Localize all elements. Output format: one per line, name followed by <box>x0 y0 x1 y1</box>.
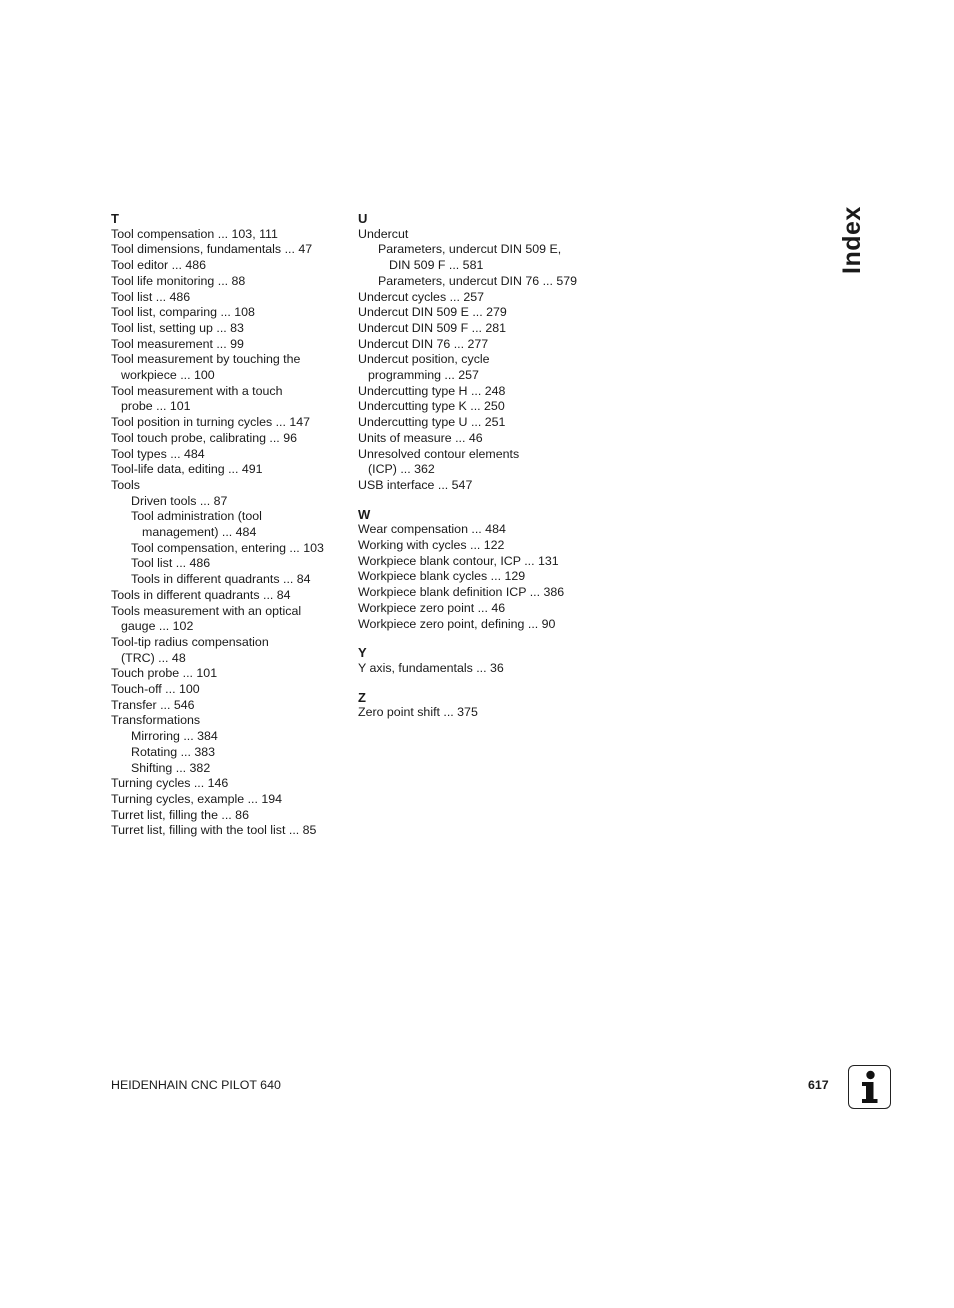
index-entry: workpiece ... 100 <box>121 368 215 383</box>
index-entry: Tool life monitoring ... 88 <box>111 273 246 288</box>
index-entry: Tools measurement with an optical <box>111 603 302 618</box>
index-entry: Turning cycles, example ... 194 <box>111 792 283 806</box>
index-entry: Undercut DIN 509 F ... 281 <box>358 320 507 335</box>
index-entry: Transfer ... 546 <box>111 697 195 712</box>
index-entry: DIN 509 F ... 581 <box>389 258 484 273</box>
index-entry: Tool-life data, editing ... 491 <box>111 462 263 477</box>
index-entry: Workpiece blank cycles ... 129 <box>358 569 526 584</box>
index-entry: Rotating ... 383 <box>131 744 216 759</box>
section-letter: U <box>358 211 368 226</box>
right-section-z <box>358 690 598 721</box>
index-entry: Tool measurement with a touch <box>111 383 283 398</box>
footer-manual-title: HEIDENHAIN CNC PILOT 640 <box>111 1078 281 1092</box>
index-entry: Tool types ... 484 <box>111 446 205 461</box>
section-letter: Z <box>358 689 366 705</box>
index-entry: Undercut DIN 76 ... 277 <box>358 336 489 351</box>
index-entry: Shifting ... 382 <box>131 760 211 775</box>
right-section-w <box>358 507 598 633</box>
index-entry: Parameters, undercut DIN 76 ... 579 <box>378 273 578 288</box>
index-column-left <box>111 211 351 839</box>
index-entry: Unresolved contour elements <box>358 446 520 461</box>
right-section-y <box>358 645 598 676</box>
index-entry: Wear compensation ... 484 <box>358 522 506 537</box>
index-entry: Touch probe ... 101 <box>111 666 218 681</box>
index-entry: Undercutting type U ... 251 <box>358 415 506 430</box>
index-entry: Touch-off ... 100 <box>111 682 200 697</box>
index-entry: Transformations <box>111 713 201 728</box>
index-entry: Tool measurement ... 99 <box>111 336 244 351</box>
index-entry: Parameters, undercut DIN 509 E, <box>378 242 562 257</box>
index-entry: Driven tools ... 87 <box>131 493 228 508</box>
index-entry: Tools in different quadrants ... 84 <box>131 572 311 587</box>
info-i-icon <box>848 1065 891 1109</box>
index-entry: Tool measurement by touching the <box>111 352 301 367</box>
index-entry: Tool list, comparing ... 108 <box>111 305 255 320</box>
index-entry: Tool compensation, entering ... 103 <box>131 540 324 555</box>
index-entry: Workpiece blank contour, ICP ... 131 <box>358 553 559 568</box>
left-section-t <box>111 211 351 839</box>
section-letter: Y <box>358 645 367 661</box>
index-entry: Undercut DIN 509 E ... 279 <box>358 305 507 320</box>
index-entry: Tool list, setting up ... 83 <box>111 320 244 335</box>
index-entry: Tools <box>111 477 140 492</box>
index-entry: Turret list, filling the ... 86 <box>111 807 249 822</box>
index-entry: Undercutting type H ... 248 <box>358 383 506 398</box>
section-letter: T <box>111 211 119 226</box>
index-entry: Tool administration (tool <box>131 509 262 524</box>
index-entry: Tools in different quadrants ... 84 <box>111 587 291 602</box>
index-entry: Tool dimensions, fundamentals ... 47 <box>111 242 313 257</box>
index-entry: Workpiece zero point, defining ... 90 <box>358 616 556 631</box>
index-entry: Y axis, fundamentals ... 36 <box>358 660 504 675</box>
index-entry: Undercutting type K ... 250 <box>358 399 505 414</box>
index-entry: probe ... 101 <box>121 399 191 414</box>
index-entry: Workpiece blank definition ICP ... 386 <box>358 585 565 600</box>
index-entry: Tool editor ... 486 <box>111 258 207 273</box>
index-entry: Tool-tip radius compensation <box>111 634 269 649</box>
index-entry: Turning cycles ... 146 <box>111 776 229 791</box>
index-entry: Tool list ... 486 <box>131 556 211 571</box>
index-entry: Tool touch probe, calibrating ... 96 <box>111 430 297 445</box>
side-title-text: Index <box>838 206 866 274</box>
side-title <box>834 206 894 274</box>
index-entry: Undercut <box>358 226 409 241</box>
index-entry: Units of measure ... 46 <box>358 430 483 445</box>
index-entry: (ICP) ... 362 <box>368 462 435 477</box>
section-letter: W <box>358 506 371 522</box>
index-entry: management) ... 484 <box>142 525 257 540</box>
index-entry: Mirroring ... 384 <box>131 729 218 744</box>
index-entry: USB interface ... 547 <box>358 477 473 492</box>
right-section-u <box>358 211 598 494</box>
index-entry: Undercut cycles ... 257 <box>358 289 485 304</box>
index-entry: programming ... 257 <box>368 368 479 383</box>
index-entry: Working with cycles ... 122 <box>358 538 505 553</box>
index-entry: Tool list ... 486 <box>111 289 191 304</box>
index-column-right <box>358 211 598 721</box>
index-entry: Workpiece zero point ... 46 <box>358 600 506 615</box>
index-entry: Tool position in turning cycles ... 147 <box>111 415 311 430</box>
index-entry: Tool compensation ... 103, 111 <box>111 226 278 241</box>
index-entry: Turret list, filling with the tool list ... 85 <box>111 823 317 838</box>
index-entry: gauge ... 102 <box>121 619 194 634</box>
index-entry: Undercut position, cycle <box>358 352 490 367</box>
index-entry: (TRC) ... 48 <box>121 650 186 665</box>
page-number: 617 <box>808 1078 829 1092</box>
index-entry: Zero point shift ... 375 <box>358 705 478 720</box>
